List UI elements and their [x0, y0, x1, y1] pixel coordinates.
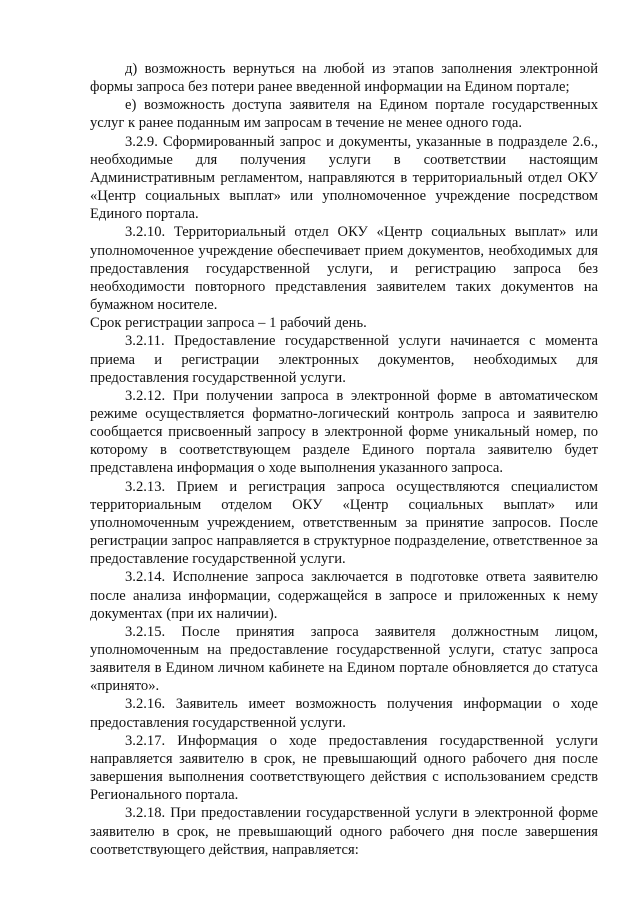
paragraph-item-e: е) возможность доступа заявителя на Едином портале государственных услуг к ранее поданным им запросам в течение не менее одного года. — [90, 97, 598, 132]
paragraph-3-2-14: 3.2.14. Исполнение запроса заключается в подготовке ответа заявителю после анализа информации, содержащейся в запросе и приложенных к нему документах (при их наличии). — [90, 569, 598, 622]
paragraph-3-2-16: 3.2.16. Заявитель имеет возможность получения информации о ходе предоставления государственной услуги. — [90, 696, 598, 731]
paragraph-3-2-15: 3.2.15. После принятия запроса заявителя должностным лицом, уполномоченным на предоставление государственной услуги, статус запроса заявителя в Едином личном кабинете на Едином портале обновляется до статуса «принято». — [90, 623, 598, 695]
paragraph-3-2-9: 3.2.9. Сформированный запрос и документы, указанные в подразделе 2.6., необходимые для получения услуги в соответствии настоящим Административным регламентом, направляются в территориальный отдел ОКУ «Центр социальных выплат» или уполномоченное учреждение посредством Единого портала. — [90, 133, 598, 223]
paragraph-3-2-18: 3.2.18. При предоставлении государственной услуги в электронной форме заявителю в срок, не превышающий одного рабочего дня после завершения соответствующего действия, направляется: — [90, 805, 598, 858]
paragraph-3-2-12: 3.2.12. При получении запроса в электронной форме в автоматическом режиме осуществляется форматно-логический контроль запроса и заявителю сообщается присвоенный запросу в электронной форме уникальный номер, по которому в соответствующем разделе Единого портала заявителю будет представлена информация о ходе выполнения указанного запроса. — [90, 387, 598, 477]
paragraph-item-d: д) возможность вернуться на любой из этапов заполнения электронной формы запроса без потери ранее введенной информации на Едином портале; — [90, 61, 598, 96]
document-page — [90, 60, 598, 859]
paragraph-3-2-11: 3.2.11. Предоставление государственной услуги начинается с момента приема и регистрации электронных документов, необходимых для предоставления государственной услуги. — [90, 333, 598, 386]
paragraph-registration-term: Срок регистрации запроса – 1 рабочий день. — [90, 315, 367, 332]
paragraph-3-2-17: 3.2.17. Информация о ходе предоставления государственной услуги направляется заявителю в срок, не превышающий одного рабочего дня после завершения выполнения соответствующего действия с использованием средств Регионального портала. — [90, 732, 598, 804]
paragraph-3-2-10: 3.2.10. Территориальный отдел ОКУ «Центр социальных выплат» или уполномоченное учреждение обеспечивает прием документов, необходимых для предоставления государственной услуги, и регистрацию запроса без необходимости повторного представления заявителем таких документов на бумажном носителе. — [90, 224, 598, 314]
paragraph-3-2-13: 3.2.13. Прием и регистрация запроса осуществляются специалистом территориальным отделом ОКУ «Центр социальных выплат» или уполномоченным учреждением, ответственным за принятие запросов. После регистрации запрос направляется в структурное подразделение, ответственное за предоставление государственной услуги. — [90, 478, 598, 568]
